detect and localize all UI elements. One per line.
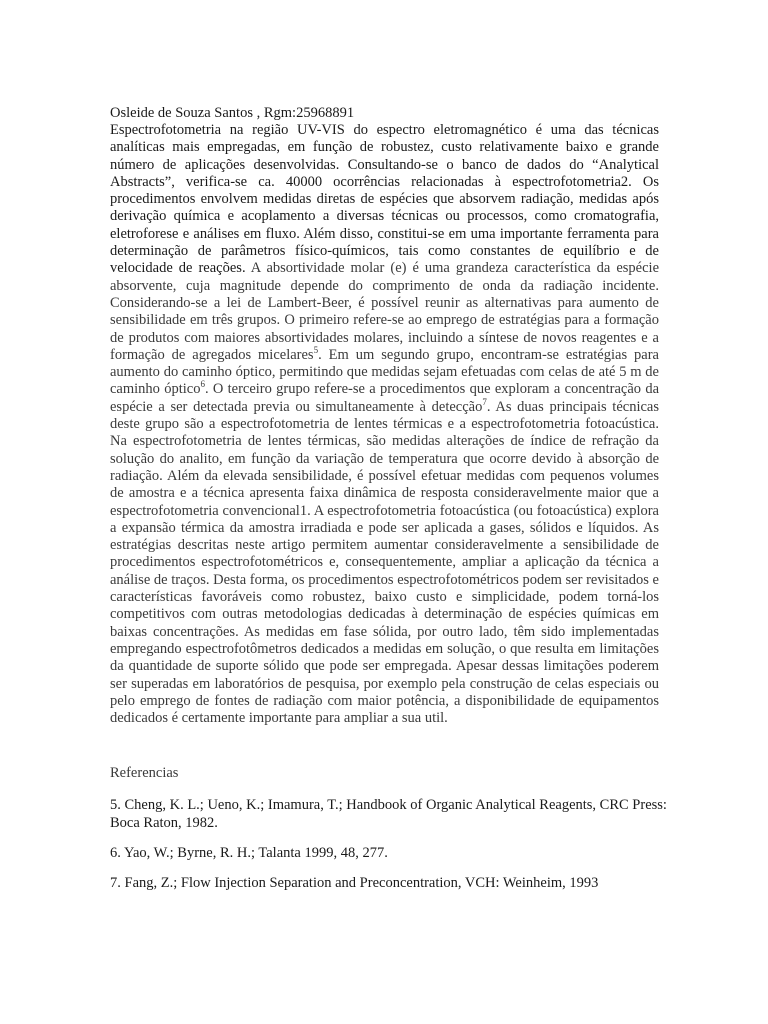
citation-superscript: 7 [482,396,487,407]
citation-superscript: 5 [313,345,319,356]
body-paragraph [110,122,659,727]
references-heading: Referencias [110,765,179,781]
body-text-part-3: . Em um segundo grupo, encontram-se estratégias para aumento do caminho óptico, permitindo que medidas sejam efetuadas com celas de até 5 m de caminho óptico [110,346,659,398]
reference-item: 6. Yao, W.; Byrne, R. H.; Talanta 1999, 48, 277. [110,845,388,861]
body-text-part-2: A absortividade molar (e) é uma grandeza característica da espécie absorvente, cuja magnitude depende do comprimento de onda da radiação incidente. Considerando-se a lei de Lambert-Beer, é possível reunir as alternativas para aumento de sensibilidade em três grupos. O primeiro refere-se ao emprego de estratégias para a formação de produtos com maiores absortividades molares, incluindo a síntese de novos reagentes e a formação de agregados micelares [110,260,660,363]
reference-item: 5. Cheng, K. L.; Ueno, K.; Imamura, T.; Handbook of Organic Analytical Reagents, CRC Press: Boca Raton, 1982. [110,797,667,831]
body-text-part-1: Espectrofotometria na região UV-VIS do espectro eletromagnético é uma das técnicas analíticas mais empregadas, em função de robustez, custo relativamente baixo e grande número de aplicações desenvolvidas. Consultando-se o banco de dados do “Analytical Abstracts”, verifica-se ca. 40000 ocorrências relacionadas à espectrofotometria2. Os procedimentos envolvem medidas diretas de espécies que absorvem radiação, medidas após derivação química e acoplamento a diversas técnicas ou processos, como cromatografia, eletroforese e análises em fluxo. Além disso, constitui-se em uma importante ferramenta para determinação de parâmetros físico-químicos, tais como constantes de equilíbrio e de velocidade de reações. [110,122,659,277]
body-text-part-4: . O terceiro grupo refere-se a procedimentos que exploram a concentração da espécie a ser detectada previa ou simultaneamente à detecção [110,381,660,415]
author-line: Osleide de Souza Santos , Rgm:25968891 [110,105,355,121]
body-text-part-5: . As duas principais técnicas deste grupo são a espectrofotometria de lentes térmicas e a espectrofotometria fotoacústica. Na espectrofotometria de lentes térmicas, são medidas alterações de índice de refração da solução do analito, em função da variação de temperatura que ocorre devido à absorção de radiação. Além da elevada sensibilidade, é possível efetuar medidas com pequenos volumes de amostra e a técnica apresenta faixa dinâmica de resposta consideravelmente maior que a espectrofotometria convencional1. A espectrofotometria fotoacústica (ou fotoacústica) explora a expansão térmica da amostra irradiada e pode ser aplicada a gases, sólidos e líquidos. As estratégias descritas neste artigo permitem aumentar consideravelmente a sensibilidade de procedimentos espectrofotométricos e, consequentemente, ampliar a aplicação da técnica a análise de traços. Desta forma, os procedimentos espectrofotométricos podem ser revisitados e características favoráveis como robustez, baixo custo e simplicidade, podem torná-los competitivos com outras metodologias dedicadas à determinação de espécies químicas em baixas concentrações. As medidas em fase sólida, por outro lado, têm sido implementadas empregando espectrofotômetros dedicados a medidas em solução, o que resulta em limitações da quantidade de suporte sólido que pode ser empregada. Apesar dessas limitações poderem ser superadas em laboratórios de pesquisa, por exemplo pela construção de celas especiais ou pelo emprego de fontes de radiação com maior potência, a disponibilidade de equipamentos dedicados é certamente importante para ampliar a sua util. [110,398,659,727]
reference-item: 7. Fang, Z.; Flow Injection Separation and Preconcentration, VCH: Weinheim, 1993 [110,875,599,891]
citation-superscript: 6 [200,379,205,390]
